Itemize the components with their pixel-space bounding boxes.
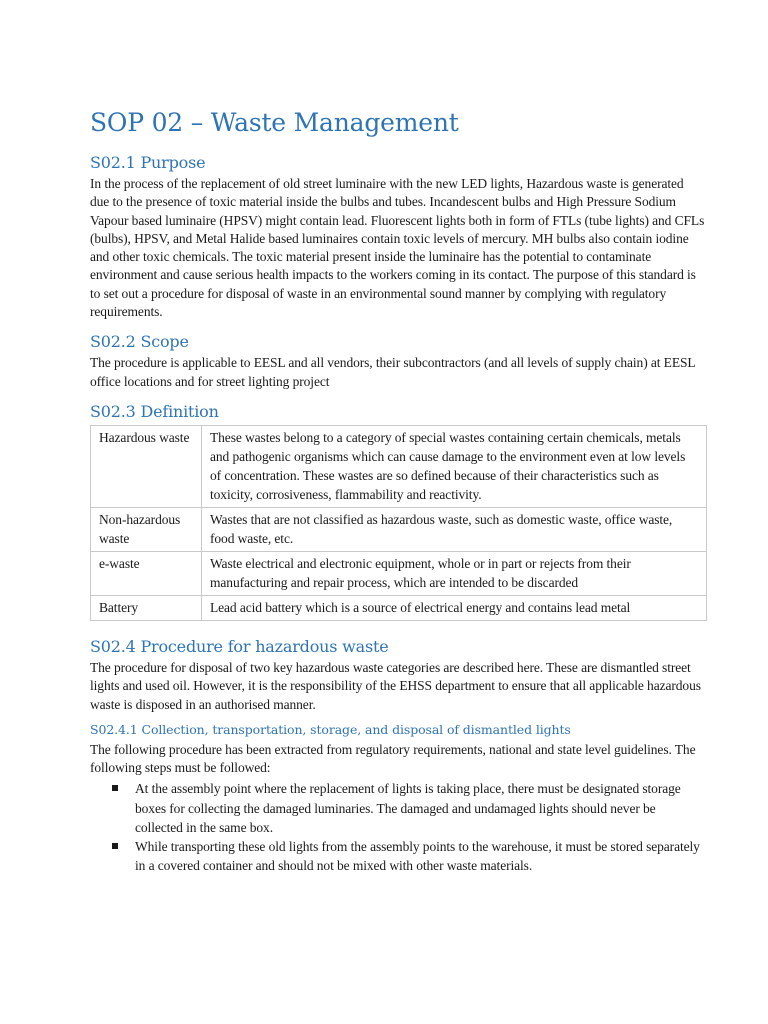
definition-table	[90, 425, 707, 621]
definition-desc: Lead acid battery which is a source of electrical energy and contains lead metal	[202, 595, 707, 620]
subprocedure-body: The following procedure has been extracted from regulatory requirements, national and state level guidelines. The following steps must be followed:	[90, 741, 696, 776]
procedure-section	[90, 637, 706, 714]
purpose-body: In the process of the replacement of old street luminaire with the new LED lights, Hazardous waste is generated due to the presence of toxic material inside the bulbs and tubes. Incandescent bulbs and High Pressure Sodium Vapour based luminaire (HPSV) might contain lead. Fluorescent lights both in form of FTLs (tube lights) and CFLs (bulbs), HPSV, and Metal Halide based luminaires contain toxic levels of mercury. MH bulbs also contain iodine and other toxic chemicals. The toxic material present inside the luminaire has the potential to contaminate environment and cause serious health impacts to the workers coming in its contact. The purpose of this standard is to set out a procedure for disposal of waste in an environmental sound manner by complying with regulatory requirements.	[90, 176, 705, 320]
definition-desc: Waste electrical and electronic equipment, whole or in part or rejects from their manufacturing and repair process, which are intended to be discarded	[202, 551, 707, 595]
subprocedure-section	[90, 722, 706, 876]
subprocedure-heading: S02.4.1 Collection, transportation, storage, and disposal of dismantled lights	[90, 721, 571, 737]
bullet-icon	[112, 843, 118, 849]
definition-desc: These wastes belong to a category of special wastes containing certain chemicals, metals and pathogenic organisms which can cause damage to the environment even at low levels of concentration. These wastes are so defined because of their characteristics such as toxicity, corrosiveness, flammability and reactivity.	[202, 425, 707, 507]
list-item	[135, 779, 706, 837]
list-item-text: At the assembly point where the replacement of lights is taking place, there must be designated storage boxes for collecting the damaged luminaries. The damaged and undamaged lights should never be collected in the same box.	[135, 781, 681, 835]
definition-desc: Wastes that are not classified as hazardous waste, such as domestic waste, office waste, food waste, etc.	[202, 507, 707, 551]
scope-body: The procedure is applicable to EESL and all vendors, their subcontractors (and all levels of supply chain) at EESL office locations and for street lighting project	[90, 355, 696, 389]
table-row	[91, 551, 707, 595]
procedure-steps-list	[90, 779, 706, 875]
definition-section	[90, 402, 706, 621]
list-item-text: While transporting these old lights from the assembly points to the warehouse, it must be stored separately in a covered container and should not be mixed with other waste materials.	[135, 839, 700, 874]
purpose-section	[90, 153, 706, 321]
definition-term: Battery	[91, 595, 202, 620]
scope-heading: S02.2 Scope	[90, 332, 189, 352]
table-row	[91, 507, 707, 551]
purpose-heading: S02.1 Purpose	[90, 153, 206, 172]
definition-term: Hazardous waste	[91, 425, 202, 507]
definition-term: Non-hazardous waste	[91, 507, 202, 551]
document-title: SOP 02 – Waste Management	[90, 108, 459, 137]
bullet-icon	[112, 785, 118, 791]
table-row	[91, 425, 707, 507]
definition-term: e-waste	[91, 551, 202, 595]
procedure-body: The procedure for disposal of two key hazardous waste categories are described here. These are dismantled street lights and used oil. However, it is the responsibility of the EHSS department to ensure that all applicable hazardous waste is disposed in an authorised manner.	[90, 659, 701, 712]
procedure-heading: S02.4 Procedure for hazardous waste	[90, 636, 389, 656]
definition-heading: S02.3 Definition	[90, 401, 219, 421]
list-item	[135, 837, 706, 875]
scope-section	[90, 332, 706, 391]
table-row	[91, 595, 707, 620]
